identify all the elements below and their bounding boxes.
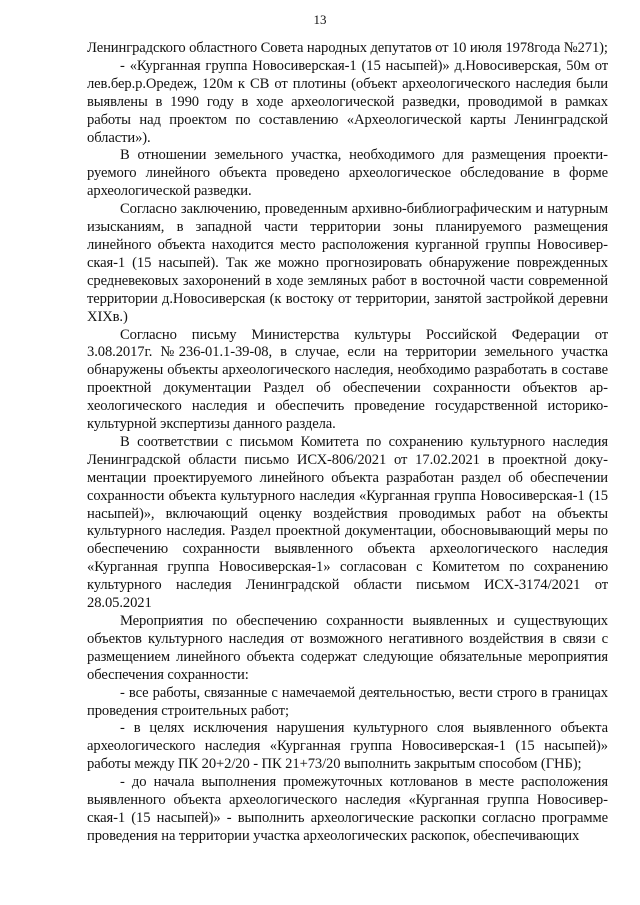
- paragraph-1: Ленинградского областного Совета народных депутатов от 10 июля 1978года №271);: [87, 40, 608, 56]
- paragraph-10: - до начала выполнения промежуточных котлованов в месте расположения выявленного объекта археологического наследия «Курганная группа Новосиверская-1 (15 насыпей)» - выполнить археологические раскопки согласно программе проведения на территории участка археологических раскопок, обеспечивающих: [87, 774, 608, 844]
- paragraph-7: Мероприятия по обеспечению сохранности выявленных и существующих объектов культурного наследия от возможного негативного воздействия в связи с размещением линейного объекта содержат следующие обязательные мероприятия обеспечения сохранности:: [87, 613, 608, 683]
- paragraph-8: - все работы, связанные с намечаемой деятельностью, вести строго в границах проведения строительных работ;: [87, 684, 608, 719]
- paragraph-5: Согласно письму Министерства культуры Российской Федерации от 3.08.2017г. №236-01.1-39-08, в случае, если на территории земельного участка обнаружены объекты археологического наследия, необходимо разработать в составе проектной документации Раздел об обеспечении сохранности объектов археологического наследия и обеспечить проведение государственной историко-культурной экспертизы данного раздела.: [87, 326, 608, 433]
- page-number: 13: [313, 12, 327, 27]
- paragraph-9: - в целях исключения нарушения культурного слоя выявленного объекта археологического наследия «Курганная группа Новосиверская-1 (15 насыпей)» работы между ПК 20+2/20 - ПК 21+73/20 выполнить закрытым способом (ГНБ);: [87, 720, 608, 773]
- paragraph-3: В отношении земельного участка, необходимого для размещения проектируемого линейного объекта проведено археологическое обследование в форме археологической разведки.: [87, 147, 608, 200]
- paragraph-2: - «Курганная группа Новосиверская-1 (15 насыпей)» д.Новосиверская, 50м от лев.бер.р.Оредеж, 120м к СВ от плотины (объект археологического наследия были выявлены в 1990 году в ходе археологической разведки, проводимой в рамках работы над проектом по составлению «Археологической карты Ленинградской области»).: [87, 57, 608, 146]
- paragraph-6: В соответствии с письмом Комитета по сохранению культурного наследия Ленинградской области письмо ИСХ-806/2021 от 17.02.2021 в проектной документации проектируемого линейного объекта разработан раздел об обеспечении сохранности объекта культурного наследия «Курганная группа Новосиверская-1 (15 насыпей)», включающий оценку воздействия проводимых работ на объекты культурного наследия. Раздел проектной документации, обосновывающий меры по обеспечению сохранности выявленного объекта археологического наследия «Курганная группа Новосиверская-1» согласован с Комитетом по сохранению культурного наследия Ленинградской области письмом ИСХ-3174/2021 от 28.05.2021: [87, 433, 608, 612]
- document-body: [87, 40, 608, 846]
- paragraph-4: Согласно заключению, проведенным архивно-библиографическим и натурным изысканиям, в западной части территории зоны планируемого размещения линейного объекта находится место расположения курганной группы Новосиверская-1 (15 насыпей). Так же можно прогнозировать обнаружение поврежденных средневековых захоронений в ходе земляных работ в восточной части современной территории д.Новосиверская (к востоку от территории, занятой застройкой деревни XIXв.): [87, 201, 608, 325]
